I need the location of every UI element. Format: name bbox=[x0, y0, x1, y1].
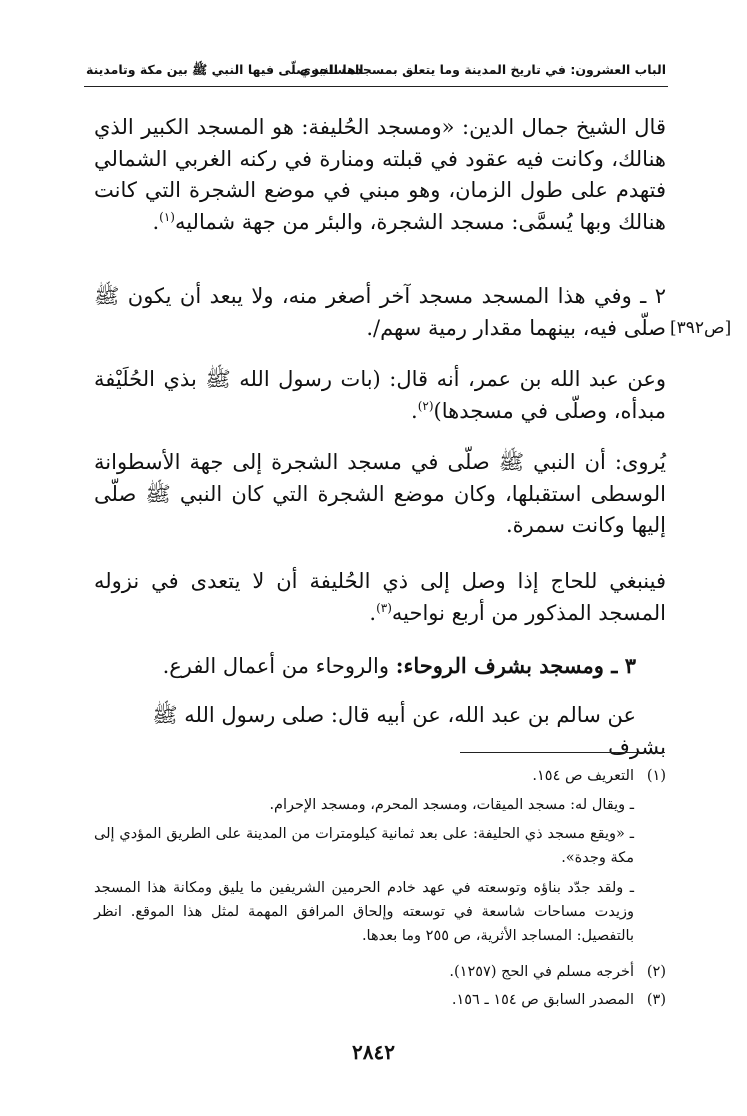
footnote-separator bbox=[460, 752, 665, 753]
paragraph-3-end: . bbox=[411, 398, 418, 423]
footnote-1-bullet-3-text: ـ ولقد جدّد بناؤه وتوسعته في عهد خادم الحرمين الشريفين ما يليق ومكانة هذا المسجد وزيدت مساحات شاسعة في توسعته وإلحاق المرافق المهمة لمثل هذا الموقع. انظر بالتفصيل: المساجد الأثرية، ص ٢٥٥ وما بعدها. bbox=[94, 880, 634, 944]
paragraph-4-text: يُروى: أن النبي ﷺ صلّى في مسجد الشجرة إلى جهة الأسطوانة الوسطى استقبلها، وكان موضع الشجرة التي كان النبي ﷺ صلّى إليها وكانت سمرة. bbox=[94, 450, 666, 537]
footnote-1-bullet-3 bbox=[94, 876, 666, 948]
paragraph-6-text: والروحاء من أعمال الفرع. bbox=[162, 654, 396, 678]
footnote-1-bullet-2-text: ـ «ويقع مسجد ذي الحليفة: على بعد ثمانية كيلومترات من المدينة على الطريق المؤدي إلى مكة وجدة». bbox=[94, 826, 634, 866]
footnote-marker-3[interactable]: (٣) bbox=[376, 600, 392, 615]
footnote-3 bbox=[94, 988, 666, 1012]
paragraph-2 bbox=[94, 281, 666, 344]
paragraph-3-text: وعن عبد الله بن عمر، أنه قال: (بات رسول الله ﷺ بذي الحُلَيْفة مبدأه، وصلّى في مسجدها) bbox=[94, 367, 666, 423]
footnote-1-bullet-1 bbox=[94, 793, 666, 817]
footnote-1-text: التعريف ص ١٥٤. bbox=[532, 768, 634, 784]
paragraph-7-text: عن سالم بن عبد الله، عن أبيه قال: صلى رسول الله ﷺ بشرف bbox=[152, 703, 666, 759]
section-heading-3: ٣ ـ ومسجد بشرف الروحاء: bbox=[395, 653, 636, 678]
paragraph-5-text: فينبغي للحاج إذا وصل إلى ذي الحُليفة أن لا يتعدى في نزوله المسجد المذكور من أربع نواحيه bbox=[94, 569, 666, 625]
margin-page-reference: [ص٣٩٢] bbox=[670, 318, 732, 338]
footnote-3-text: المصدر السابق ص ١٥٤ ـ ١٥٦. bbox=[451, 992, 634, 1008]
paragraph-1-text: قال الشيخ جمال الدين: «ومسجد الحُليفة: هو المسجد الكبير الذي هنالك، وكانت فيه عقود في قبلته ومنارة في ركنه الغربي الشمالي فتهدم على طول الزمان، وهو مبني في موضع الشجرة التي كانت هنالك وبها يُسمَّى: مسجد الشجرة، والبئر من جهة شماليه bbox=[94, 115, 666, 234]
page-number: ٢٨٤٢ bbox=[352, 1040, 395, 1064]
paragraph-1-end: . bbox=[152, 209, 160, 234]
footnote-marker-1[interactable]: (١) bbox=[159, 209, 175, 224]
paragraph-2-text: ٢ ـ وفي هذا المسجد مسجد آخر أصغر منه، ولا يبعد أن يكون ﷺ صلّى فيه، بينهما مقدار رمية سهم/. bbox=[94, 284, 666, 340]
paragraph-4 bbox=[94, 447, 666, 542]
footnote-2-number: (٢) bbox=[646, 964, 666, 980]
running-header bbox=[84, 58, 668, 86]
footnote-2-text: أخرجه مسلم في الحج (١٢٥٧). bbox=[449, 964, 634, 980]
header-section-title: المساجد صلّى فيها النبي ﷺ بين مكة وتامدينة bbox=[86, 62, 364, 77]
footnote-1-bullet-1-text: ـ ويقال له: مسجد الميقات، ومسجد المحرم، ومسجد الإحرام. bbox=[269, 797, 634, 813]
header-chapter-title: الباب العشرون: في تاريخ المدينة وما يتعلق بمسجدها النبوي bbox=[299, 62, 666, 77]
paragraph-5 bbox=[94, 566, 666, 629]
paragraph-1 bbox=[94, 112, 666, 238]
paragraph-5-end: . bbox=[369, 600, 377, 625]
paragraph-7 bbox=[94, 700, 666, 763]
footnote-marker-2[interactable]: (٢) bbox=[417, 398, 434, 413]
footnote-1-number: (١) bbox=[646, 768, 666, 784]
paragraph-3 bbox=[94, 364, 666, 427]
footnote-1 bbox=[94, 764, 666, 788]
header-rule bbox=[84, 86, 668, 87]
footnote-2 bbox=[94, 960, 666, 984]
paragraph-6 bbox=[94, 650, 666, 683]
footnote-3-number: (٣) bbox=[646, 992, 666, 1008]
footnote-1-bullet-2 bbox=[94, 822, 666, 870]
